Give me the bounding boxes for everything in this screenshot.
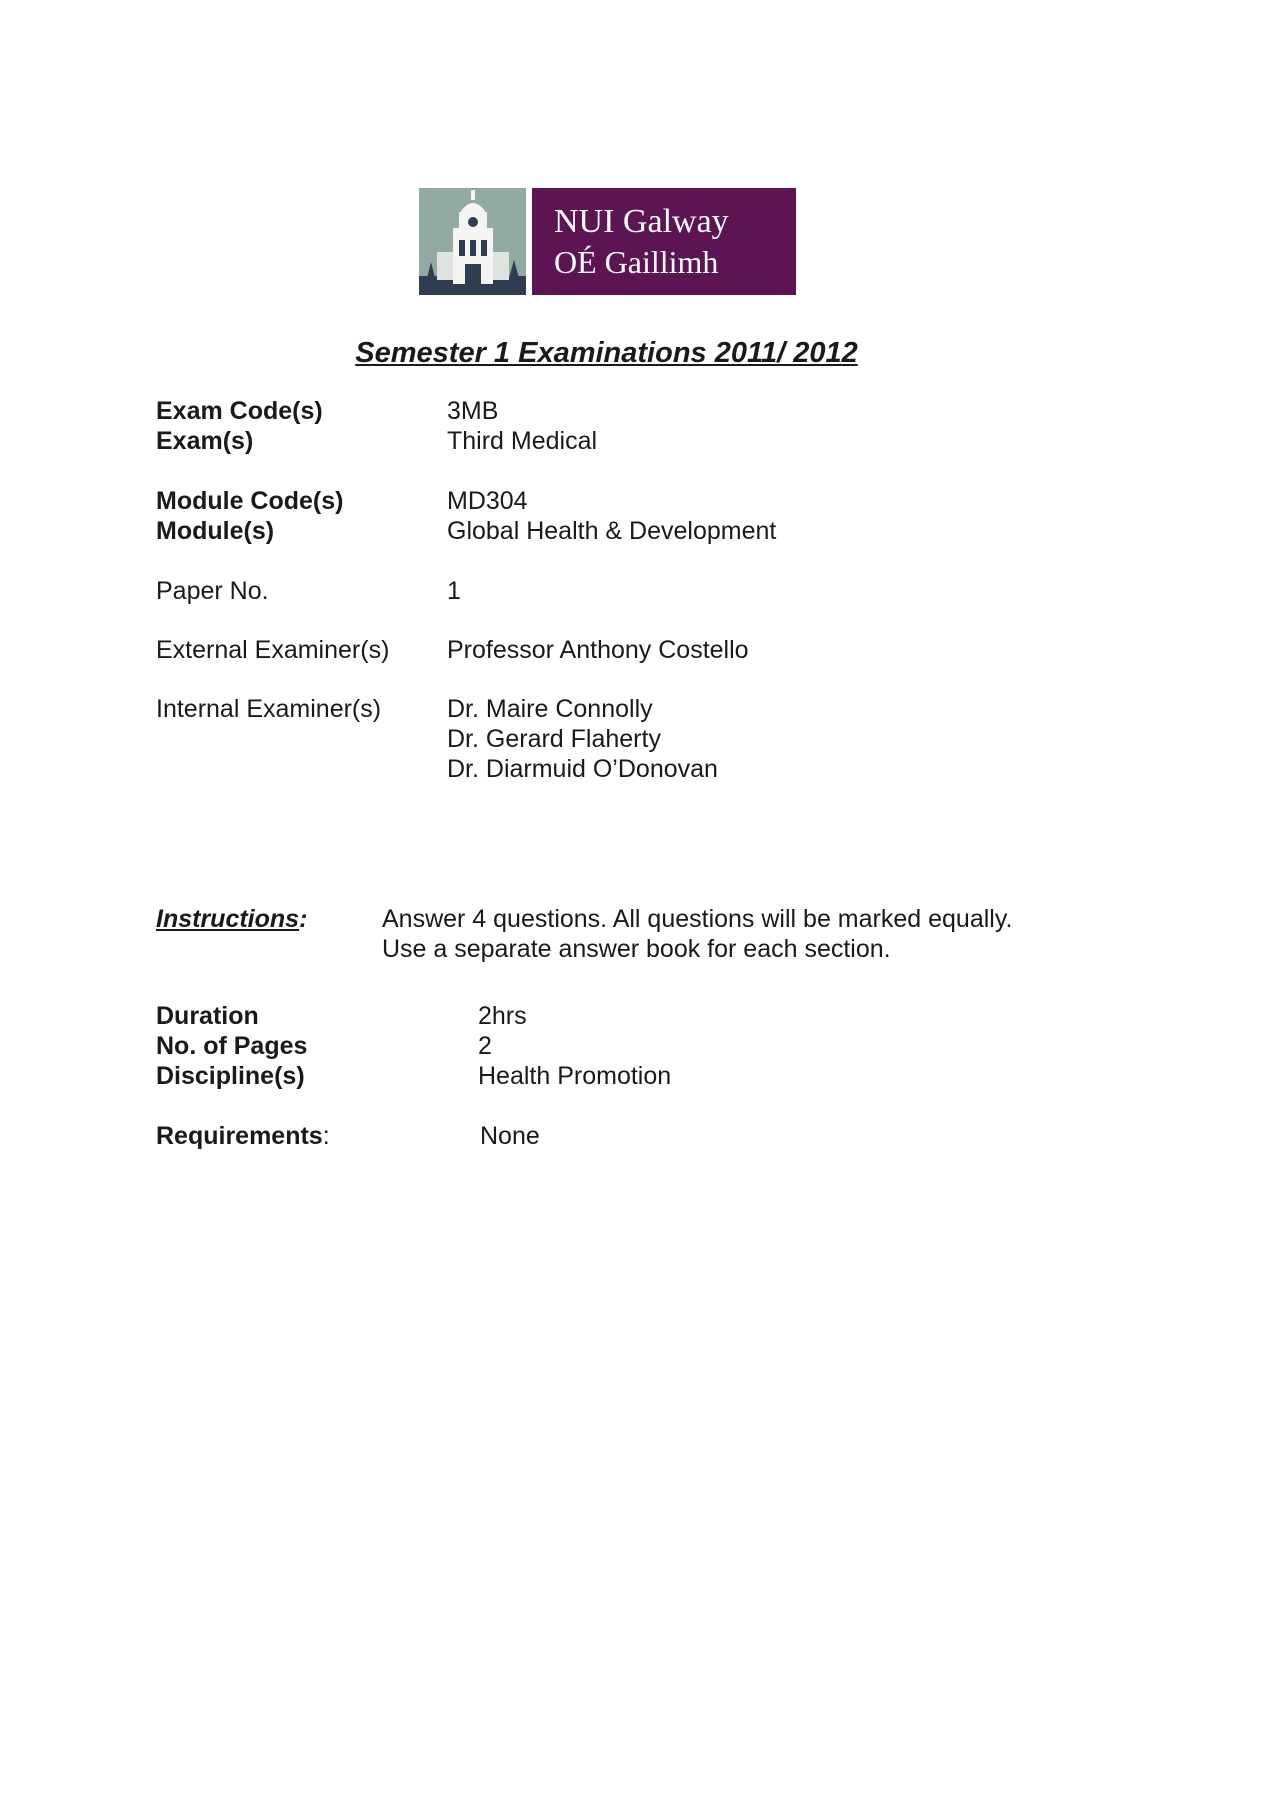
requirements-label: Requirements: xyxy=(156,1122,330,1150)
paper-no-label: Paper No. xyxy=(156,577,269,605)
disciplines-value: Health Promotion xyxy=(478,1062,672,1090)
modules-label: Module(s) xyxy=(156,517,275,545)
module-codes-label: Module Code(s) xyxy=(156,487,344,515)
internal-examiner-3: Dr. Diarmuid O’Donovan xyxy=(447,755,718,783)
logo-wordmark xyxy=(532,188,796,295)
internal-examiner-1: Dr. Maire Connolly xyxy=(447,695,653,723)
internal-examiner-2: Dr. Gerard Flaherty xyxy=(447,725,661,753)
exams-value: Third Medical xyxy=(447,427,598,455)
page-title: Semester 1 Examinations 2011/ 2012 xyxy=(355,337,858,369)
paper-no-value: 1 xyxy=(447,577,461,605)
external-examiners-value: Professor Anthony Costello xyxy=(447,636,749,664)
instructions-label: Instructions: xyxy=(156,905,308,933)
external-examiners-label: External Examiner(s) xyxy=(156,636,390,664)
exams-label: Exam(s) xyxy=(156,427,254,455)
exam-codes-value: 3MB xyxy=(447,397,499,425)
module-codes-value: MD304 xyxy=(447,487,528,515)
university-logo xyxy=(419,188,796,295)
pages-label: No. of Pages xyxy=(156,1032,308,1060)
internal-examiners-label: Internal Examiner(s) xyxy=(156,695,382,723)
logo-line-1: NUI Galway xyxy=(554,203,729,240)
pages-value: 2 xyxy=(478,1032,492,1060)
duration-label: Duration xyxy=(156,1002,259,1030)
disciplines-label: Discipline(s) xyxy=(156,1062,305,1090)
exam-codes-label: Exam Code(s) xyxy=(156,397,323,425)
instructions-line-1: Answer 4 questions. All questions will be marked equally. xyxy=(382,905,1013,933)
duration-value: 2hrs xyxy=(478,1002,527,1030)
logo-line-2: OÉ Gaillimh xyxy=(554,244,719,280)
instructions-line-2: Use a separate answer book for each section. xyxy=(382,935,891,963)
requirements-value: None xyxy=(480,1122,540,1150)
modules-value: Global Health & Development xyxy=(447,517,777,545)
tower-emblem xyxy=(419,188,526,295)
